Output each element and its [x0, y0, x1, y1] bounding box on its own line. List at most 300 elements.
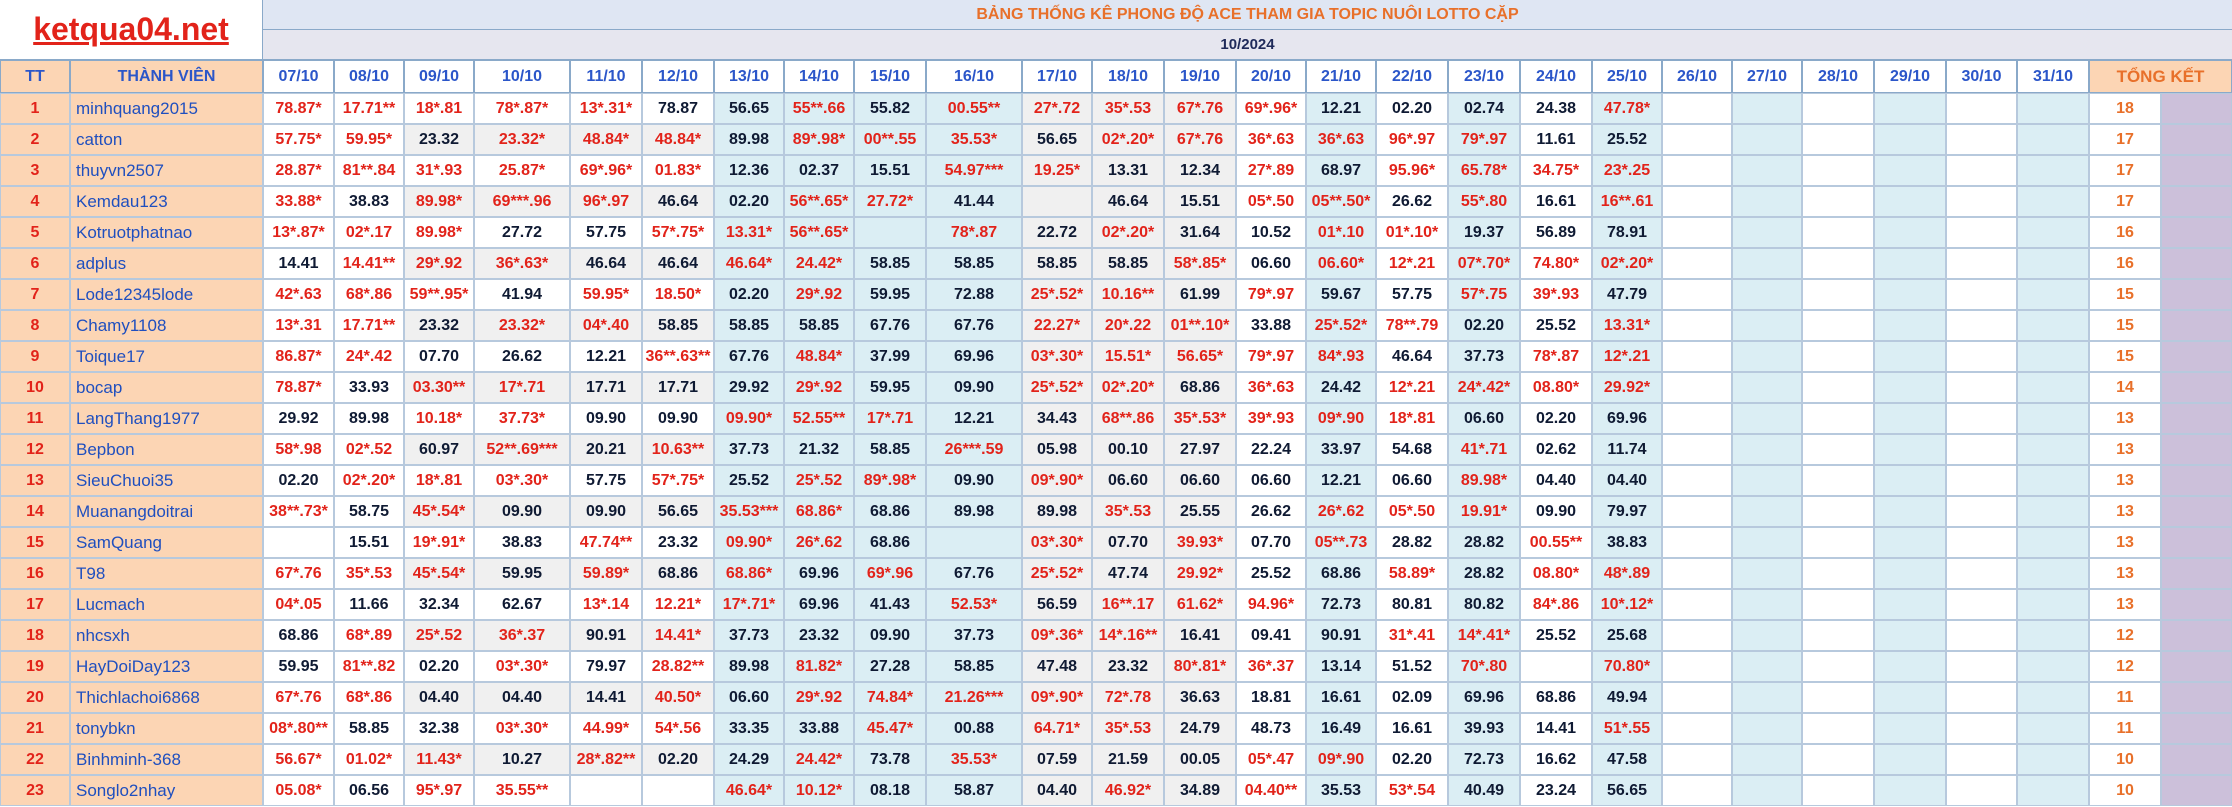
result-cell: 25.68	[1592, 620, 1662, 651]
result-cell: 20*.22	[1092, 310, 1164, 341]
member-name[interactable]: Bepbon	[70, 434, 263, 465]
result-cell: 28.82**	[642, 651, 714, 682]
row-number: 4	[0, 186, 70, 217]
result-cell: 16**.17	[1092, 589, 1164, 620]
result-cell: 28.82	[1376, 527, 1448, 558]
result-cell: 06.60	[1236, 248, 1306, 279]
result-cell: 78.91	[1592, 217, 1662, 248]
result-cell: 80*.81*	[1164, 651, 1236, 682]
result-cell: 10.27	[474, 744, 570, 775]
header-member: THÀNH VIÊN	[70, 60, 263, 93]
result-cell: 02*.17	[334, 217, 404, 248]
empty-cell	[1802, 155, 1874, 186]
empty-cell	[1946, 93, 2017, 124]
result-cell: 15.51*	[1092, 341, 1164, 372]
empty-cell	[1732, 248, 1802, 279]
empty-cell	[1662, 682, 1732, 713]
result-cell: 31*.41	[1376, 620, 1448, 651]
member-name[interactable]: adplus	[70, 248, 263, 279]
result-cell: 68.97	[1306, 155, 1376, 186]
member-name[interactable]: Lode12345lode	[70, 279, 263, 310]
empty-cell	[1732, 713, 1802, 744]
result-cell: 59.95	[854, 372, 926, 403]
empty-cell	[2017, 589, 2089, 620]
header-date[interactable]: 23/10	[1448, 60, 1520, 93]
empty-cell	[1802, 527, 1874, 558]
result-cell: 90.91	[1306, 620, 1376, 651]
result-cell: 12.21*	[642, 589, 714, 620]
header-date[interactable]: 24/10	[1520, 60, 1592, 93]
result-cell: 48.84*	[642, 124, 714, 155]
empty-cell	[1662, 93, 1732, 124]
member-name[interactable]: LangThang1977	[70, 403, 263, 434]
result-cell: 01*.10*	[1376, 217, 1448, 248]
result-cell: 37.73*	[474, 403, 570, 434]
total-count: 13	[2089, 496, 2161, 527]
empty-cell	[1662, 341, 1732, 372]
header-date[interactable]: 16/10	[926, 60, 1022, 93]
result-cell: 72*.78	[1092, 682, 1164, 713]
empty-cell	[1946, 341, 2017, 372]
empty-cell	[1802, 713, 1874, 744]
empty-cell	[2017, 372, 2089, 403]
header-date[interactable]: 15/10	[854, 60, 926, 93]
result-cell: 89.98	[714, 651, 784, 682]
member-name[interactable]: Kemdau123	[70, 186, 263, 217]
total-bar	[2161, 496, 2232, 527]
result-cell: 36*.37	[1236, 651, 1306, 682]
result-cell: 54.97***	[926, 155, 1022, 186]
result-cell: 11.74	[1592, 434, 1662, 465]
result-cell: 07.59	[1022, 744, 1092, 775]
member-name[interactable]: Binhminh-368	[70, 744, 263, 775]
total-bar	[2161, 589, 2232, 620]
result-cell: 02*.20*	[334, 465, 404, 496]
empty-cell	[1732, 527, 1802, 558]
empty-cell	[1874, 589, 1946, 620]
result-cell: 95.96*	[1376, 155, 1448, 186]
empty-cell	[1802, 465, 1874, 496]
result-cell: 47.48	[1022, 651, 1092, 682]
result-cell: 11.43*	[404, 744, 474, 775]
member-name[interactable]: T98	[70, 558, 263, 589]
member-name[interactable]: minhquang2015	[70, 93, 263, 124]
result-cell: 31.64	[1164, 217, 1236, 248]
empty-cell	[1662, 372, 1732, 403]
header-date[interactable]: 20/10	[1236, 60, 1306, 93]
row-number: 20	[0, 682, 70, 713]
result-cell: 58.87	[926, 775, 1022, 806]
header-total: TỔNG KẾT	[2089, 60, 2232, 93]
result-cell: 26.62	[1236, 496, 1306, 527]
empty-cell	[1662, 744, 1732, 775]
result-cell: 03*.30*	[1022, 341, 1092, 372]
result-cell: 14.41	[1520, 713, 1592, 744]
result-cell: 28.82	[1448, 527, 1520, 558]
member-name[interactable]: nhcsxh	[70, 620, 263, 651]
empty-cell	[2017, 93, 2089, 124]
empty-cell	[1946, 310, 2017, 341]
empty-cell	[2017, 496, 2089, 527]
empty-cell	[1946, 620, 2017, 651]
result-cell: 25*.52	[404, 620, 474, 651]
result-cell: 59**.95*	[404, 279, 474, 310]
result-cell: 35.53*	[926, 744, 1022, 775]
empty-cell	[1662, 465, 1732, 496]
result-cell: 06.60	[1164, 465, 1236, 496]
result-cell: 14*.16**	[1092, 620, 1164, 651]
result-cell: 35*.53	[1092, 713, 1164, 744]
header-date[interactable]: 21/10	[1306, 60, 1376, 93]
empty-cell	[2017, 279, 2089, 310]
result-cell: 09*.90*	[1022, 682, 1092, 713]
result-cell: 48.84*	[784, 341, 854, 372]
result-cell: 46.64	[1092, 186, 1164, 217]
empty-cell	[1732, 589, 1802, 620]
empty-cell	[1946, 403, 2017, 434]
result-cell: 00.88	[926, 713, 1022, 744]
result-cell: 68**.86	[1092, 403, 1164, 434]
result-cell: 56.59	[1022, 589, 1092, 620]
member-name[interactable]: Lucmach	[70, 589, 263, 620]
total-count: 13	[2089, 465, 2161, 496]
empty-cell	[1874, 713, 1946, 744]
header-date[interactable]: 22/10	[1376, 60, 1448, 93]
result-cell: 58.85	[714, 310, 784, 341]
result-cell: 00.05	[1164, 744, 1236, 775]
empty-cell	[1946, 124, 2017, 155]
empty-cell	[2017, 713, 2089, 744]
result-cell: 07*.70*	[1448, 248, 1520, 279]
result-cell: 56.65	[1022, 124, 1092, 155]
result-cell: 08*.80**	[263, 713, 334, 744]
result-cell: 26.62	[1376, 186, 1448, 217]
header-date[interactable]: 10/10	[474, 60, 570, 93]
result-cell: 24.79	[1164, 713, 1236, 744]
result-cell: 16**.61	[1592, 186, 1662, 217]
result-cell	[1520, 651, 1592, 682]
total-count: 12	[2089, 651, 2161, 682]
result-cell: 55.82	[854, 93, 926, 124]
result-cell: 58.85	[926, 248, 1022, 279]
result-cell: 47.79	[1592, 279, 1662, 310]
empty-cell	[1662, 403, 1732, 434]
result-cell: 32.34	[404, 589, 474, 620]
result-cell: 69.96	[784, 589, 854, 620]
result-cell: 12.36	[714, 155, 784, 186]
empty-cell	[1662, 434, 1732, 465]
result-cell: 23.32	[642, 527, 714, 558]
total-bar	[2161, 682, 2232, 713]
header-date[interactable]: 25/10	[1592, 60, 1662, 93]
result-cell: 29.92	[263, 403, 334, 434]
total-count: 13	[2089, 527, 2161, 558]
empty-cell	[2017, 775, 2089, 806]
result-cell: 48.84*	[570, 124, 642, 155]
empty-cell	[1874, 248, 1946, 279]
result-cell: 02*.20*	[1092, 217, 1164, 248]
result-cell: 12.21	[570, 341, 642, 372]
empty-cell	[1946, 744, 2017, 775]
header-date[interactable]: 26/10	[1662, 60, 1732, 93]
result-cell: 44.99*	[570, 713, 642, 744]
member-name[interactable]: thuyvn2507	[70, 155, 263, 186]
empty-cell	[2017, 217, 2089, 248]
result-cell: 16.61	[1520, 186, 1592, 217]
member-name[interactable]: Toique17	[70, 341, 263, 372]
header-date[interactable]: 11/10	[570, 60, 642, 93]
empty-cell	[1874, 403, 1946, 434]
result-cell: 16.61	[1376, 713, 1448, 744]
result-cell: 37.99	[854, 341, 926, 372]
member-name[interactable]: tonybkn	[70, 713, 263, 744]
total-count: 15	[2089, 341, 2161, 372]
result-cell: 57.75	[570, 465, 642, 496]
result-cell: 36**.63**	[642, 341, 714, 372]
empty-cell	[1802, 775, 1874, 806]
total-bar	[2161, 527, 2232, 558]
empty-cell	[1946, 651, 2017, 682]
empty-cell	[1946, 713, 2017, 744]
result-cell: 39*.93	[1236, 403, 1306, 434]
result-cell: 56.65	[1592, 775, 1662, 806]
member-name[interactable]: Muanangdoitrai	[70, 496, 263, 527]
result-cell: 09.90*	[714, 527, 784, 558]
result-cell: 94.96*	[1236, 589, 1306, 620]
result-cell: 38**.73*	[263, 496, 334, 527]
empty-cell	[1662, 527, 1732, 558]
result-cell: 68.86	[1520, 682, 1592, 713]
header-date[interactable]: 30/10	[1946, 60, 2017, 93]
result-cell: 40.49	[1448, 775, 1520, 806]
result-cell: 04*.05	[263, 589, 334, 620]
empty-cell	[1662, 775, 1732, 806]
result-cell: 57*.75*	[642, 465, 714, 496]
total-count: 14	[2089, 372, 2161, 403]
empty-cell	[1874, 496, 1946, 527]
empty-cell	[1874, 775, 1946, 806]
member-name[interactable]: Chamy1108	[70, 310, 263, 341]
header-date[interactable]: 09/10	[404, 60, 474, 93]
row-number: 23	[0, 775, 70, 806]
result-cell: 04*.40	[570, 310, 642, 341]
result-cell: 10.63**	[642, 434, 714, 465]
header-date[interactable]: 31/10	[2017, 60, 2089, 93]
result-cell: 47.58	[1592, 744, 1662, 775]
result-cell: 95*.97	[404, 775, 474, 806]
member-name[interactable]: bocap	[70, 372, 263, 403]
empty-cell	[1874, 434, 1946, 465]
result-cell: 81.82*	[784, 651, 854, 682]
result-cell: 37.73	[714, 434, 784, 465]
result-cell: 29*.92	[784, 372, 854, 403]
header-date[interactable]: 17/10	[1022, 60, 1092, 93]
result-cell: 78**.79	[1376, 310, 1448, 341]
result-cell: 02*.20*	[1092, 124, 1164, 155]
empty-cell	[1802, 651, 1874, 682]
total-bar	[2161, 744, 2232, 775]
result-cell: 55**.66	[784, 93, 854, 124]
empty-cell	[1802, 279, 1874, 310]
header-tt: TT	[0, 60, 70, 93]
result-cell: 17*.71	[854, 403, 926, 434]
result-cell: 20.21	[570, 434, 642, 465]
result-cell: 26*.62	[784, 527, 854, 558]
result-cell: 38.83	[474, 527, 570, 558]
empty-cell	[1732, 496, 1802, 527]
empty-cell	[1662, 589, 1732, 620]
header-date[interactable]: 12/10	[642, 60, 714, 93]
empty-cell	[1946, 527, 2017, 558]
result-cell: 12.34	[1164, 155, 1236, 186]
sheet-title: BẢNG THỐNG KÊ PHONG ĐỘ ACE THAM GIA TOPIC NUÔI LOTTO CẶP	[263, 0, 2232, 30]
result-cell: 12.21	[926, 403, 1022, 434]
result-cell: 23*.25	[1592, 155, 1662, 186]
result-cell: 02.20	[404, 651, 474, 682]
result-cell: 18*.81	[1376, 403, 1448, 434]
result-cell: 96*.97	[570, 186, 642, 217]
result-cell: 33.88*	[263, 186, 334, 217]
result-cell: 27.72	[474, 217, 570, 248]
result-cell: 67.76	[926, 310, 1022, 341]
result-cell: 17.71	[642, 372, 714, 403]
result-cell: 72.73	[1306, 589, 1376, 620]
empty-cell	[1802, 217, 1874, 248]
result-cell: 39.93	[1448, 713, 1520, 744]
total-count: 13	[2089, 403, 2161, 434]
result-cell: 24*.42*	[1448, 372, 1520, 403]
result-cell: 25*.52	[784, 465, 854, 496]
result-cell: 05*.47	[1236, 744, 1306, 775]
header-date[interactable]: 27/10	[1732, 60, 1802, 93]
result-cell	[570, 775, 642, 806]
result-cell: 02.20	[714, 279, 784, 310]
result-cell: 09.90*	[714, 403, 784, 434]
row-number: 9	[0, 341, 70, 372]
member-name[interactable]: Kotruotphatnao	[70, 217, 263, 248]
row-number: 15	[0, 527, 70, 558]
result-cell: 25*.52*	[1022, 558, 1092, 589]
result-cell: 06.60	[714, 682, 784, 713]
member-name[interactable]: catton	[70, 124, 263, 155]
result-cell: 68.86*	[784, 496, 854, 527]
result-cell: 28.82	[1448, 558, 1520, 589]
result-cell: 60.97	[404, 434, 474, 465]
result-cell: 78*.87	[926, 217, 1022, 248]
result-cell: 69.96	[1448, 682, 1520, 713]
header-date[interactable]: 29/10	[1874, 60, 1946, 93]
empty-cell	[1732, 341, 1802, 372]
result-cell: 69*.96*	[570, 155, 642, 186]
result-cell: 02.20	[1376, 744, 1448, 775]
result-cell: 32.38	[404, 713, 474, 744]
empty-cell	[1946, 372, 2017, 403]
header-date[interactable]: 07/10	[263, 60, 334, 93]
member-name[interactable]: SamQuang	[70, 527, 263, 558]
result-cell: 48*.89	[1592, 558, 1662, 589]
result-cell: 08.80*	[1520, 372, 1592, 403]
row-number: 16	[0, 558, 70, 589]
result-cell: 10.18*	[404, 403, 474, 434]
result-cell: 72.73	[1448, 744, 1520, 775]
header-date[interactable]: 14/10	[784, 60, 854, 93]
result-cell: 13.31	[1092, 155, 1164, 186]
empty-cell	[1874, 372, 1946, 403]
member-name[interactable]: SieuChuoi35	[70, 465, 263, 496]
result-cell: 29*.92	[784, 279, 854, 310]
header-date[interactable]: 28/10	[1802, 60, 1874, 93]
row-number: 14	[0, 496, 70, 527]
result-cell: 04.40	[1592, 465, 1662, 496]
empty-cell	[1662, 186, 1732, 217]
empty-cell	[1802, 124, 1874, 155]
result-cell: 41.43	[854, 589, 926, 620]
result-cell: 05*.50	[1376, 496, 1448, 527]
result-cell: 67*.76	[1164, 124, 1236, 155]
header-date[interactable]: 18/10	[1092, 60, 1164, 93]
empty-cell	[1802, 403, 1874, 434]
member-name[interactable]: Thichlachoi6868	[70, 682, 263, 713]
site-logo[interactable]	[0, 0, 263, 60]
result-cell: 33.35	[714, 713, 784, 744]
result-cell: 81**.82	[334, 651, 404, 682]
total-count: 16	[2089, 217, 2161, 248]
result-cell: 37.73	[1448, 341, 1520, 372]
result-cell: 01*.10	[1306, 217, 1376, 248]
result-cell: 14.41	[263, 248, 334, 279]
total-count: 13	[2089, 558, 2161, 589]
empty-cell	[1732, 465, 1802, 496]
member-name[interactable]: HayDoiDay123	[70, 651, 263, 682]
result-cell: 69*.96*	[1236, 93, 1306, 124]
result-cell: 56.65	[642, 496, 714, 527]
header-date[interactable]: 08/10	[334, 60, 404, 93]
result-cell: 10.16**	[1092, 279, 1164, 310]
site-logo-text[interactable]: ketqua04.net	[33, 11, 229, 47]
empty-cell	[1732, 434, 1802, 465]
result-cell: 68.86	[854, 527, 926, 558]
result-cell: 15.51	[334, 527, 404, 558]
result-cell: 57.75*	[263, 124, 334, 155]
result-cell: 05**.73	[1306, 527, 1376, 558]
empty-cell	[1874, 682, 1946, 713]
member-name[interactable]: Songlo2nhay	[70, 775, 263, 806]
result-cell: 16.62	[1520, 744, 1592, 775]
total-count: 17	[2089, 124, 2161, 155]
result-cell: 22.27*	[1022, 310, 1092, 341]
result-cell: 69*.96	[854, 558, 926, 589]
header-date[interactable]: 19/10	[1164, 60, 1236, 93]
empty-cell	[1732, 775, 1802, 806]
result-cell: 49.94	[1592, 682, 1662, 713]
result-cell: 67.76	[854, 310, 926, 341]
result-cell: 13.31*	[714, 217, 784, 248]
result-cell: 07.70	[1236, 527, 1306, 558]
result-cell: 02.20	[1448, 310, 1520, 341]
result-cell: 68.86	[1306, 558, 1376, 589]
empty-cell	[1946, 217, 2017, 248]
header-date[interactable]: 13/10	[714, 60, 784, 93]
empty-cell	[1732, 372, 1802, 403]
result-cell: 84*.86	[1520, 589, 1592, 620]
result-cell: 25.87*	[474, 155, 570, 186]
empty-cell	[1732, 403, 1802, 434]
result-cell: 05.08*	[263, 775, 334, 806]
result-cell: 12*.21	[1592, 341, 1662, 372]
result-cell: 59.95*	[570, 279, 642, 310]
result-cell: 24.29	[714, 744, 784, 775]
total-count: 15	[2089, 279, 2161, 310]
